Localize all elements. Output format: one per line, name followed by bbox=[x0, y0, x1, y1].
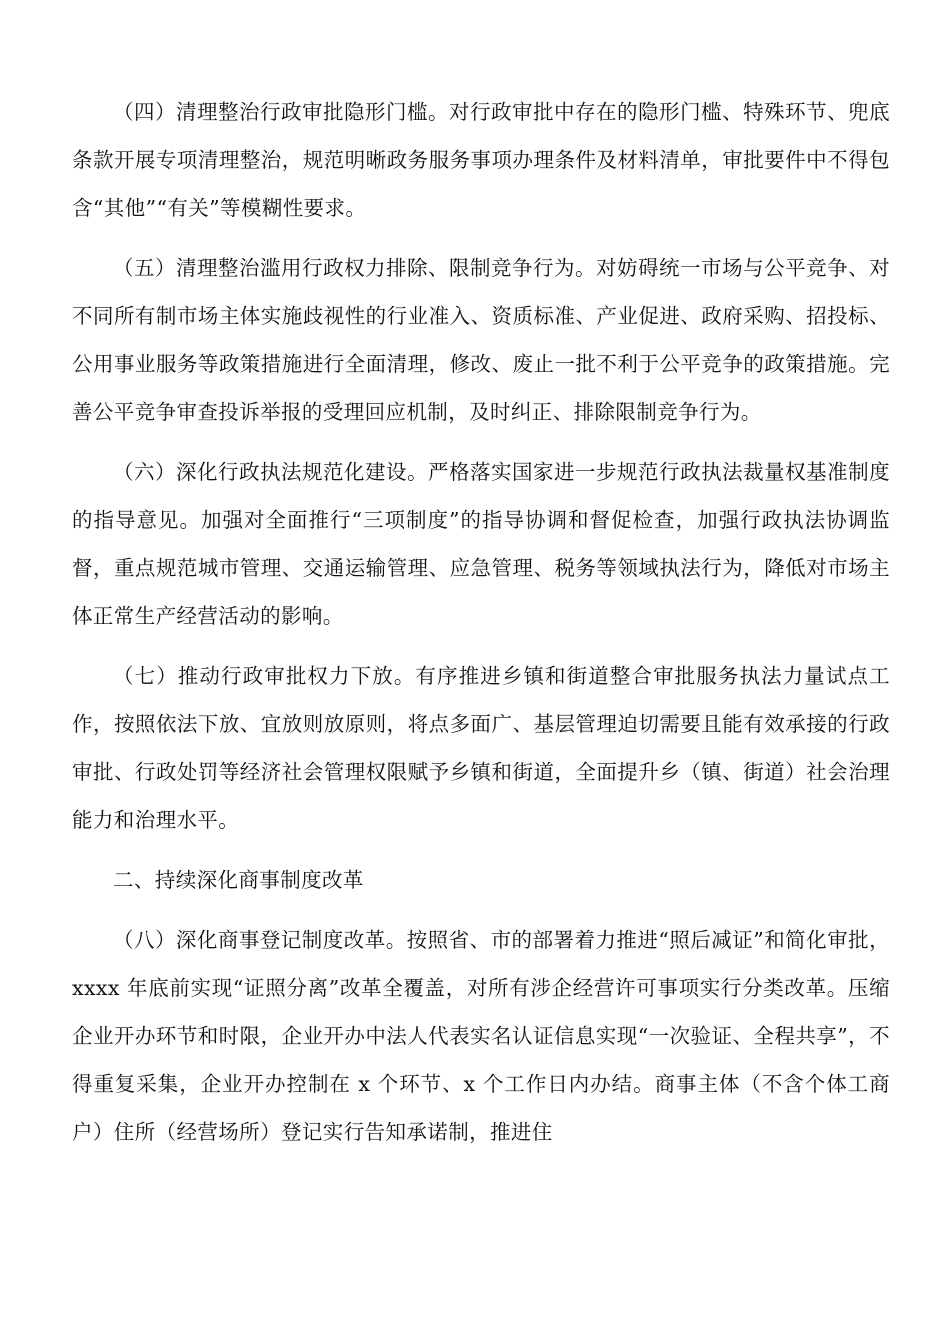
paragraph-6: （六）深化行政执法规范化建设。严格落实国家进一步规范行政执法裁量权基准制度的指导意见。加强对全面推行“三项制度”的指导协调和督促检查，加强行政执法协调监督，重点规范城市管理、交通运输管理、应急管理、税务等领域执法行为，降低对市场主体正常生产经营活动的影响。 bbox=[72, 460, 890, 628]
paragraph-4: （四）清理整治行政审批隐形门槛。对行政审批中存在的隐形门槛、特殊环节、兜底条款开展专项清理整治，规范明晰政务服务事项办理条件及材料清单，审批要件中不得包含“其他”“有关”等模糊性要求。 bbox=[72, 100, 890, 220]
document-body bbox=[0, 88, 950, 1168]
paragraph-7: （七）推动行政审批权力下放。有序推进乡镇和街道整合审批服务执法力量试点工作，按照依法下放、宜放则放原则，将点多面广、基层管理迫切需要且能有效承接的行政审批、行政处罚等经济社会管理权限赋予乡镇和街道，全面提升乡（镇、街道）社会治理能力和治理水平。 bbox=[72, 664, 890, 832]
paragraph-5: （五）清理整治滥用行政权力排除、限制竞争行为。对妨碍统一市场与公平竞争、对不同所有制市场主体实施歧视性的行业准入、资质标准、产业促进、政府采购、招投标、公用事业服务等政策措施进行全面清理，修改、废止一批不利于公平竞争的政策措施。完善公平竞争审查投诉举报的受理回应机制，及时纠正、排除限制竞争行为。 bbox=[72, 256, 890, 424]
paragraph-8: （八）深化商事登记制度改革。按照省、市的部署着力推进“照后减证”和简化审批，xxxx 年底前实现“证照分离”改革全覆盖，对所有涉企经营许可事项实行分类改革。压缩企业开办环节和时限，企业开办中法人代表实名认证信息实现“一次验证、全程共享”，不得重复采集，企业开办控制在 x 个环节、x 个工作日内办结。商事主体（不含个体工商户）住所（经营场所）登记实行告知承诺制，推进住 bbox=[72, 928, 890, 1144]
section-heading: 二、持续深化商事制度改革 bbox=[113, 868, 364, 892]
